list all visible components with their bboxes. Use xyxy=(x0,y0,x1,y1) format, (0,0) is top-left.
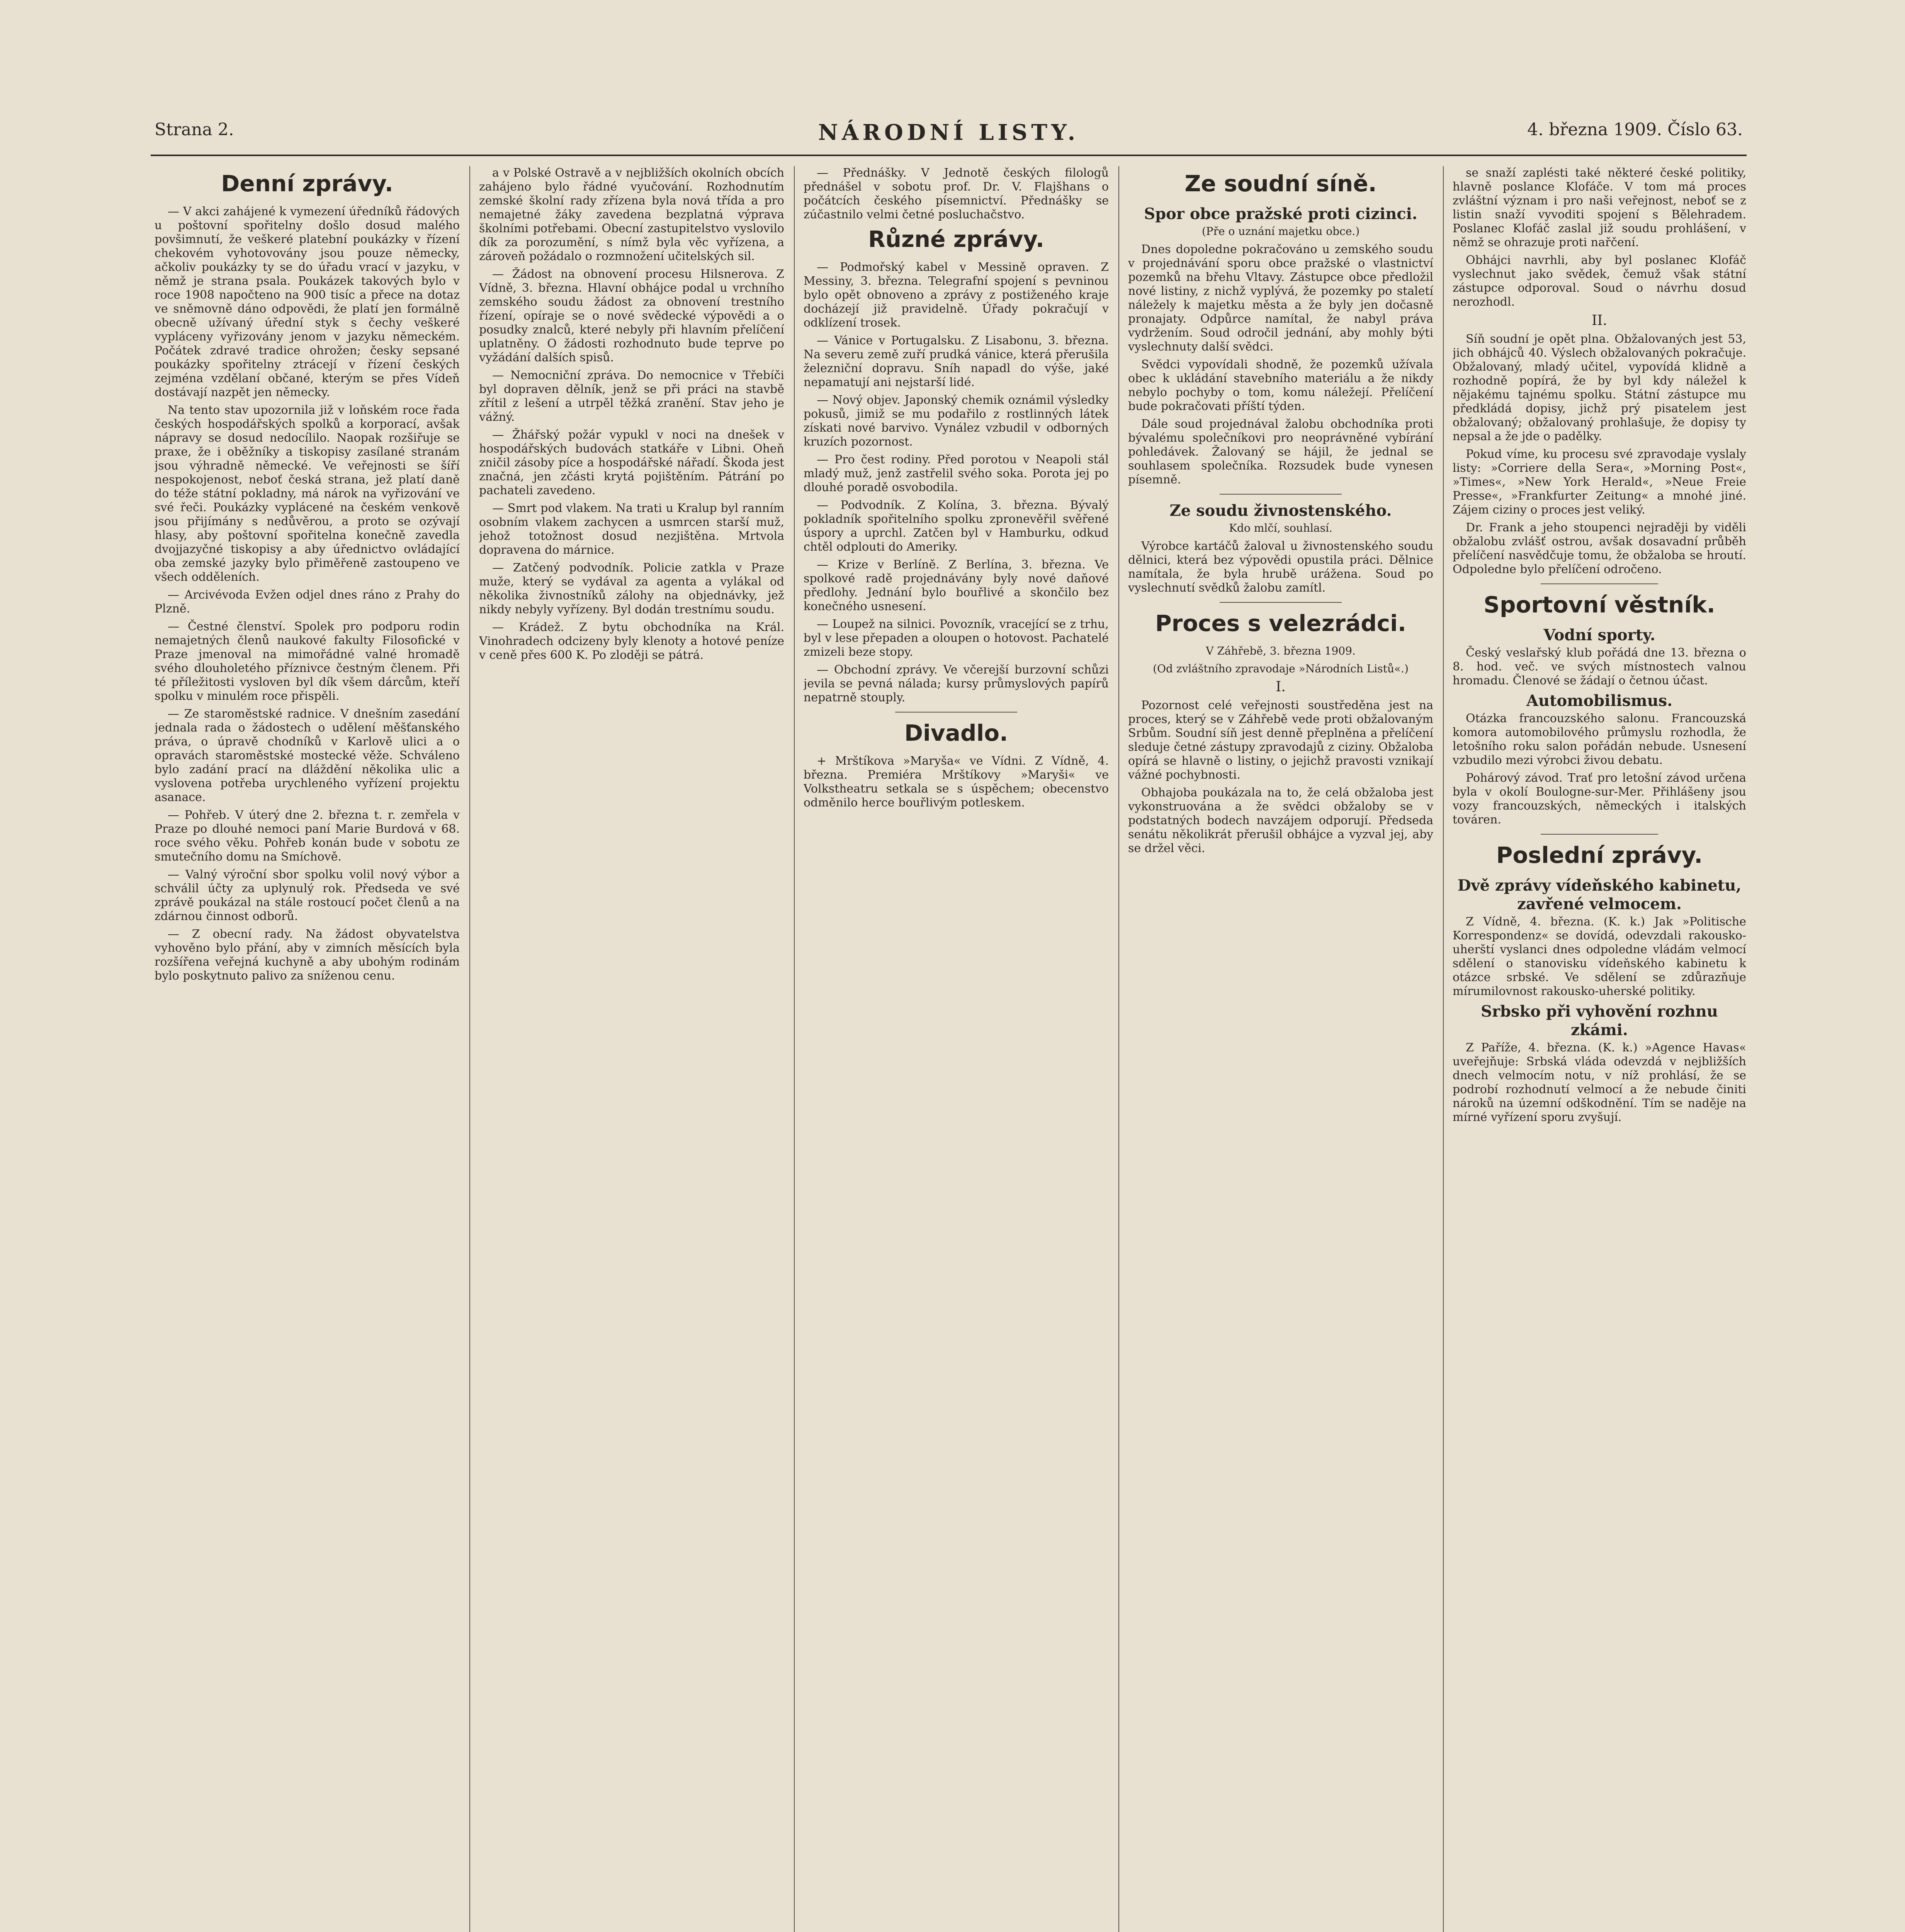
page-number: Strana 2. xyxy=(155,120,234,139)
column-divider xyxy=(1118,166,1119,1932)
article: + Mrštíkova »Maryša« ve Vídni. Z Vídně, 4. března. Premiéra Mrštíkovy »Maryši« ve Volkstheatru setkala se s úspěchem; obecenstvo odměnilo herce bouřlivým potleskem. xyxy=(804,754,1109,810)
article: Svědci vypovídali shodně, že pozemků užívala obec k ukládání stavebního materiálu a že nikdy nebylo pochyby o tom, komu náležejí. Přelíčení bude pokračovati příští týden. xyxy=(1128,358,1433,413)
section-heading: Ze soudní síně. xyxy=(1184,170,1377,197)
article: — Žádost na obnovení procesu Hilsnerova. Z Vídně, 3. března. Hlavní obhájce podal u vrchního zemského soudu žádost za obnovení trestního řízení, opíraje se o nové svědecké výpovědi a o posudky znalců, které nebyly při hlavním přelíčení uplatněny. O žádosti rozhodnuto bude teprve po vyžádání dalších spisů. xyxy=(479,267,784,364)
masthead-rule xyxy=(151,155,1747,156)
article: — V akci zahájené k vymezení úředníků řádových u poštovní spořitelny došlo dosud malého povšimnutí, že veškeré platební poukázky v řízení chekovém vyhotovovány jsou pouze německy, ačkoliv poukázky ty se do úřadu vrací v jazyku, v němž je strana psala. Poukázek takových bylo v roce 1908 napočteno na 900 tisíc a přece na dotaz ve sněmovně dáno odpovědi, že platí jen formálně obecně užívaný úřední styk s čechy veškeré vypláceny vyřizovány jenom v jazyku německém. Počátek zdravé tradice ohrožen; česky sepsané poukázky spořitelny ztrácejí v řízení českých zejména vzdělaní občané, kterým se přes Vídeň dostávají nazpět jen německy. xyxy=(155,205,460,399)
section-heading: Různé zprávy. xyxy=(868,226,1044,252)
article: Síň soudní je opět plna. Obžalovaných jest 53, jich obhájců 40. Výslech obžalovaných pokračuje. Obžalovaný, mladý učitel, vypovídá klidně a rozhodně popírá, že by byl kdy náležel k nějakému tajnému spolku. Státní zástupce mu předkládá dopisy, jichž prý pisatelem jest obžalovaný; obžalovaný prohlašuje, že dopisy ty nepsal a že jde o padělky. xyxy=(1453,332,1746,443)
article: — Pohřeb. V úterý dne 2. března t. r. zemřela v Praze po dlouhé nemoci paní Marie Burdová v 68. roce svého věku. Pohřeb konán bude v sobotu ze smutečního domu na Smíchově. xyxy=(155,808,460,864)
column-5 xyxy=(1453,166,1746,1932)
column-divider xyxy=(1443,166,1444,1932)
article: — Krádež. Z bytu obchodníka na Král. Vinohradech odcizeny byly klenoty a hotové peníze v ceně přes 600 K. Po zloději se pátrá. xyxy=(479,621,784,662)
article: — Vánice v Portugalsku. Z Lisabonu, 3. března. Na severu země zuří prudká vánice, která přerušila železniční dopravu. Sníh napadl do výše, jaké nepamatují ani nejstarší lidé. xyxy=(804,334,1109,389)
article: Na tento stav upozornila již v loňském roce řada českých hospodářských spolků a korporací, avšak nápravy se dosud nedocílilo. Naopak rozšiřuje se praxe, že i oběžníky a tiskopisy zasílané stranám jsou výhradně německé. Ve veřejnosti se šíří nespokojenost, neboť česká strana, jež platí daně do téže státní pokladny, má nárok na vyřizování ve své řeči. Poukázky vyplácené na českém venkově jsou přijímány s nedůvěrou, a proto se ozývají hlasy, aby poštovní spořitelna konečně zavedla dvojjazyčné tiskopisy a aby úřednictvo ovládající oba zemské jazyky bylo přiměřeně zastoupeno ve všech odděleních. xyxy=(155,403,460,584)
article-subheading: Spor obce pražské proti cizinci. xyxy=(1144,205,1417,223)
part-number: II. xyxy=(1592,313,1607,328)
article: se snaží zaplésti také některé české politiky, hlavně poslance Klofáče. V tom má proces zvláštní význam i pro naši veřejnost, neboť se z listin snaží vyvoditi spojení s Bělehradem. Poslanec Klofáč zaslal již soudu prohlášení, v němž se ohrazuje proti nařčení. xyxy=(1453,166,1746,249)
part-number: I. xyxy=(1276,679,1286,695)
article-note: (Od zvláštního zpravodaje »Národních Listů«.) xyxy=(1153,662,1409,675)
divider xyxy=(1220,602,1342,603)
article: Obhajoba poukázala na to, že celá obžaloba jest vykonstruována a že svědci obžaloby se v podstatných bodech navzájem odporují. Předseda senátu několikrát přerušil obhájce a vyzval jej, aby se držel věci. xyxy=(1128,786,1433,855)
section-heading: Poslední zprávy. xyxy=(1496,842,1703,868)
section-heading: Proces s velezrádci. xyxy=(1155,610,1406,636)
article: — Obchodní zprávy. Ve včerejší burzovní schůzi jevila se pevná nálada; kursy průmyslových papírů nepatrně stouply. xyxy=(804,663,1109,704)
article-subheading: Dvě zprávy vídeňského kabinetu, zavřené velmocem. xyxy=(1457,876,1742,913)
article: — Z obecní rady. Na žádost obyvatelstva vyhověno bylo přání, aby v zimních měsících byla rozšířena veřejná kuchyně a aby ubohým rodinám bylo poskytnuto palivo za sníženou cenu. xyxy=(155,927,460,983)
divider xyxy=(1541,583,1658,584)
newspaper-title: NÁRODNÍ LISTY. xyxy=(818,120,1079,145)
column-3 xyxy=(804,166,1109,1932)
dateline: V Záhřebě, 3. března 1909. xyxy=(1206,645,1356,657)
column-4 xyxy=(1128,166,1433,1932)
section-heading: Divadlo. xyxy=(904,720,1008,746)
column-divider xyxy=(794,166,795,1932)
divider xyxy=(1541,834,1658,835)
article: Z Paříže, 4. března. (K. k.) »Agence Havas« uveřejňuje: Srbská vláda odevzdá v nejbližších dnech velmocím notu, v níž prohlásí, že se podrobí rozhodnutí velmocí a že nebude činiti nároků na územní odškodnění. Tím se naděje na mírné vyřízení sporu zvyšují. xyxy=(1453,1041,1746,1124)
article: Pozornost celé veřejnosti soustředěna jest na proces, který se v Záhřebě vede proti obžalovaným Srbům. Soudní síň jest denně přeplněna a přelíčení sleduje četné zástupy zpravodajů z ciziny. Obžaloba opírá se hlavně o listiny, o jejichž pravosti vznikají vážné pochybnosti. xyxy=(1128,699,1433,782)
article: Výrobce kartáčů žaloval u živnostenského soudu dělnici, která bez výpovědi opustila práci. Dělnice namítala, že byla hrubě urážena. Soud po vyslechnutí svědků žalobu zamítl. xyxy=(1128,539,1433,595)
article: Obhájci navrhli, aby byl poslanec Klofáč vyslechnut jako svědek, čemuž však státní zástupce odporoval. Soud o návrhu dosud nerozhodl. xyxy=(1453,253,1746,309)
article: Český veslařský klub pořádá dne 13. března o 8. hod. več. ve svých místnostech valnou hromadu. Členové se žádají o četnou účast. xyxy=(1453,646,1746,687)
article: Otázka francouzského salonu. Francouzská komora automobilového průmyslu rozhodla, že letošního roku salon pořádán nebude. Usnesení vzbudilo mezi výrobci živou debatu. xyxy=(1453,712,1746,767)
section-heading: Denní zprávy. xyxy=(221,170,393,197)
article: Dále soud projednával žalobu obchodníka proti bývalému společníkovi pro neoprávněné vybírání pohledávek. Žalovaný se hájil, že jednal se souhlasem společníka. Rozsudek bude vynesen písemně. xyxy=(1128,417,1433,486)
article-subheading: Vodní sporty. xyxy=(1543,626,1655,644)
article: Z Vídně, 4. března. (K. k.) Jak »Politische Korrespondenz« se dovídá, odevzdali rakousko-uherští vyslanci dnes odpoledne vládám velmocí sdělení o stanovisku vídeňského kabinetu k otázce srbské. Ve sdělení se zdůrazňuje mírumilovnost rakousko-uherské politiky. xyxy=(1453,915,1746,998)
issue-date: 4. března 1909. Číslo 63. xyxy=(1527,120,1743,139)
article: — Smrt pod vlakem. Na trati u Kralup byl ranním osobním vlakem zachycen a usmrcen starší muž, jehož totožnost dosud nezjištěna. Mrtvola dopravena do márnice. xyxy=(479,502,784,557)
article: — Podvodník. Z Kolína, 3. března. Bývalý pokladník spořitelního spolku zpronevěřil svěřené úspory a uprchl. Zatčen byl v Hamburku, odkud chtěl odplouti do Ameriky. xyxy=(804,498,1109,554)
article: — Krize v Berlíně. Z Berlína, 3. března. Ve spolkové radě projednávány byly nové daňové předlohy. Jednání bylo bouřlivé a skončilo bez konečného usnesení. xyxy=(804,558,1109,613)
article: a v Polské Ostravě a v nejbližších okolních obcích zahájeno bylo řádné vyučování. Rozhodnutím zemské školní rady zřízena byla nová třída a pro nemajetné žáky zavedena bezplatná výprava školními potřebami. Obecní zastupitelstvo vyslovilo dík za porozumění, s nímž byla věc vyřízena, a zároveň požádalo o rozmnožení učitelských sil. xyxy=(479,166,784,263)
article: — Nový objev. Japonský chemik oznámil výsledky pokusů, jimiž se mu podařilo z rostlinných látek získati nové barvivo. Vynález vzbudil v odborných kruzích pozornost. xyxy=(804,393,1109,449)
article: — Podmořský kabel v Messině opraven. Z Messiny, 3. března. Telegrafní spojení s pevninou bylo opět obnoveno a zprávy z postiženého kraje docházejí již pravidelně. Úřady pokračují v odklízení trosek. xyxy=(804,260,1109,330)
article: — Nemocniční zpráva. Do nemocnice v Třebíči byl dopraven dělník, jenž se při práci na stavbě zřítil z lešení a utrpěl těžká zranění. Stav jeho je vážný. xyxy=(479,369,784,424)
section-heading: Sportovní věstník. xyxy=(1484,592,1715,618)
column-divider xyxy=(469,166,470,1932)
article: — Žhářský požár vypukl v noci na dnešek v hospodářských budovách statkáře v Libni. Oheň zničil zásoby píce a hospodářské nářadí. Škoda jest značná, jen zčásti krytá pojištěním. Pátrání po pachateli zavedeno. xyxy=(479,428,784,497)
article: — Arcivévoda Evžen odjel dnes ráno z Prahy do Plzně. xyxy=(155,588,460,616)
masthead xyxy=(155,120,1743,155)
article: — Ze staroměstské radnice. V dnešním zasedání jednala rada o žádostech o udělení měšťanského práva, o úpravě chodníků v Karlově ulici a o opravách staroměstské mostecké věže. Schváleno bylo zadání prací na dláždění několika ulic a vyslovena potřeba urychleného vyřízení projektu asanace. xyxy=(155,707,460,804)
article: — Loupež na silnici. Povozník, vracející se z trhu, byl v lese přepaden a oloupen o hotovost. Pachatelé zmizeli beze stopy. xyxy=(804,617,1109,659)
article-subheading: Ze soudu živnostenského. xyxy=(1169,502,1392,520)
article: — Valný výroční sbor spolku volil nový výbor a schválil účty za uplynulý rok. Předseda ve své zprávě poukázal na stále rostoucí počet členů a na zdárnou činnost odborů. xyxy=(155,868,460,923)
article: Dnes dopoledne pokračováno u zemského soudu v projednávání sporu obce pražské o vlastnictví pozemků na břehu Vltavy. Zástupce obce předložil nové listiny, z nichž vyplývá, že pozemky po staletí náležely k majetku města a že byly jen dočasně pronajaty. Odpůrce namítal, že nabyl práva vydržením. Soud odročil jednání, aby mohly býti vyslechnuty další svědci. xyxy=(1128,243,1433,354)
divider xyxy=(1220,494,1342,495)
article: — Pro čest rodiny. Před porotou v Neapoli stál mladý muž, jenž zastřelil svého soka. Porota jej po dlouhé poradě osvobodila. xyxy=(804,453,1109,494)
article-subheading: Srbsko při vyhovění rozhnu zkámi. xyxy=(1481,1002,1718,1039)
article-note: Kdo mlčí, souhlasí. xyxy=(1229,522,1332,534)
article-subheading: Automobilismus. xyxy=(1526,692,1673,710)
article: — Zatčený podvodník. Policie zatkla v Praze muže, který se vydával za agenta a vylákal od několika živnostníků zálohy na objednávky, jež nikdy nebyly vyřízeny. Byl dodán trestnímu soudu. xyxy=(479,561,784,616)
column-1 xyxy=(155,166,460,1932)
article: Dr. Frank a jeho stoupenci nejraději by viděli obžalobu zvlášť ostrou, avšak dosavadní průběh přelíčení nasvědčuje tomu, že obžaloba se hroutí. Odpoledne bylo přelíčení odročeno. xyxy=(1453,521,1746,576)
article-note: (Pře o uznání majetku obce.) xyxy=(1201,225,1360,238)
article: Pokud víme, ku procesu své zpravodaje vyslaly listy: »Corriere della Sera«, »Morning Post«, »Times«, »New York Herald«, »Neue Freie Presse«, »Frankfurter Zeitung« a mnohé jiné. Zájem ciziny o proces jest veliký. xyxy=(1453,447,1746,517)
article: — Čestné členství. Spolek pro podporu rodin nemajetných členů naukové fakulty Filosofické v Praze jmenoval na mimořádné valné hromadě svého dlouholetého příznivce čestným členem. Při té příležitosti vysloven byl dík všem dárcům, kteří spolku v minulém roce přispěli. xyxy=(155,620,460,703)
article: — Přednášky. V Jednotě českých filologů přednášel v sobotu prof. Dr. V. Flajšhans o počátcích českého písemnictví. Přednášky se zúčastnilo velmi četné posluchačstvo. xyxy=(804,166,1109,221)
article: Pohárový závod. Trať pro letošní závod určena byla v okolí Boulogne-sur-Mer. Přihlášeny jsou vozy francouzských, německých i italských továren. xyxy=(1453,771,1746,827)
divider xyxy=(895,712,1017,713)
column-2 xyxy=(479,166,784,1932)
